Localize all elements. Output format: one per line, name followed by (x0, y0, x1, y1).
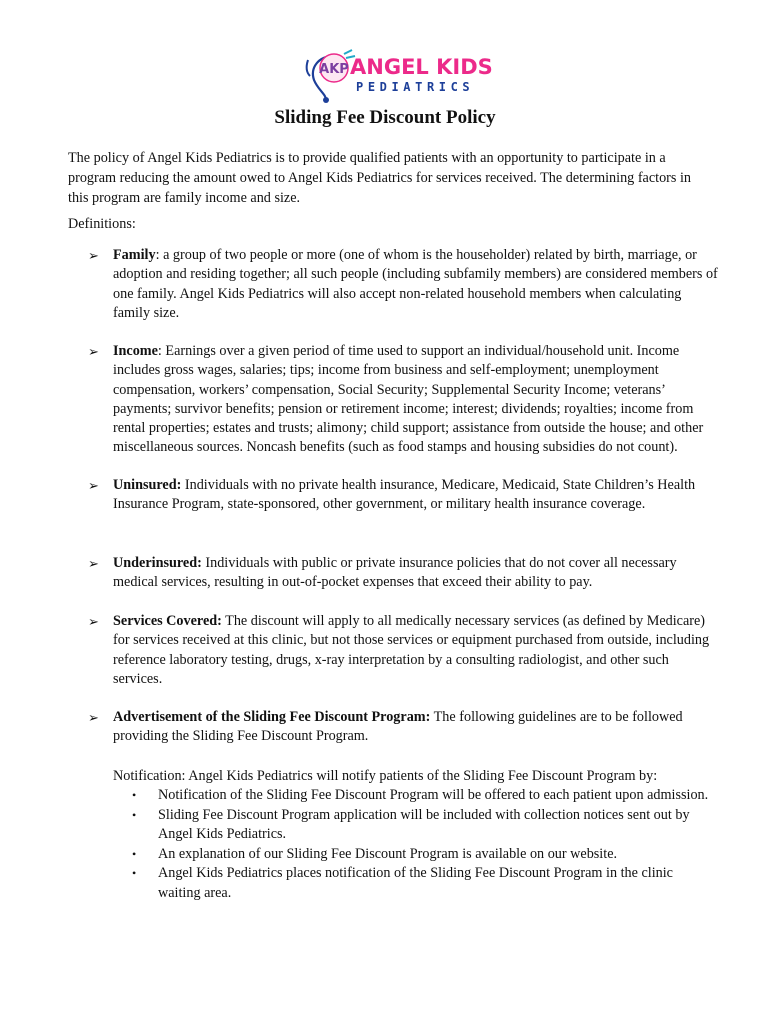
bullet-icon: • (132, 866, 137, 881)
definition-text: a group of two people or more (one of whom is the householder) related by birth, marriage, or adoption and residing together; all such people (including subfamily members) are considered members of one family. Angel Kids Pediatrics will also accept non-related household members when calculating family size. (113, 247, 718, 321)
list-item-text: Angel Kids Pediatrics places notification of the Sliding Fee Discount Program in the clinic waiting area. (158, 865, 673, 901)
arrow-bullet-icon: ➢ (88, 556, 99, 571)
definition-text: Individuals with no private health insurance, Medicare, Medicaid, State Children’s Health Insurance Program, state-sponsored, other government, or military health insurance coverage. (113, 477, 696, 513)
bullet-icon: • (132, 846, 137, 861)
definition-separator: : (155, 247, 164, 263)
definition-term: Advertisement of the Sliding Fee Discount Program: (113, 709, 431, 725)
arrow-bullet-icon: ➢ (88, 478, 99, 493)
definition-term: Uninsured: (113, 477, 182, 493)
arrow-bullet-icon: ➢ (88, 344, 99, 359)
definition-text: The following guidelines are to be followed providing the Sliding Fee Discount Program. (113, 709, 683, 745)
notification-intro: Notification: Angel Kids Pediatrics will notify patients of the Sliding Fee Discount Program by: (113, 768, 658, 784)
list-item (132, 806, 718, 845)
intro-paragraph: The policy of Angel Kids Pediatrics is to provide qualified patients with an opportunity to participate in a program reducing the amount owed to Angel Kids Pediatrics for services received. The determining factors in this program are family income and size. (68, 150, 692, 206)
definitions-label: Definitions: (68, 216, 136, 232)
definition-uninsured (88, 476, 718, 515)
list-item (132, 786, 718, 806)
definition-term: Family (113, 247, 156, 263)
definition-term: Underinsured: (113, 555, 202, 571)
arrow-bullet-icon: ➢ (88, 710, 99, 725)
definition-term: Income (113, 343, 158, 359)
arrow-bullet-icon: ➢ (88, 248, 99, 263)
logo-brand-line1: ANGEL KIDS (350, 55, 493, 79)
definition-term: Services Covered: (113, 613, 222, 629)
list-item-text: An explanation of our Sliding Fee Discount Program is available on our website. (158, 845, 618, 862)
logo-graphic (304, 44, 493, 104)
definition-family (88, 246, 718, 323)
list-item (132, 864, 718, 903)
page-title: Sliding Fee Discount Policy (274, 107, 496, 128)
definition-separator: : (157, 343, 166, 359)
definition-underinsured (88, 554, 718, 593)
logo-monogram: AKP (319, 62, 349, 77)
definition-text: Earnings over a given period of time used to support an individual/household unit. Income includes gross wages, salaries; tips; income from business and self-employment; unemployment compensation, workers’ compensation, Social Security; Supplemental Security Income; veterans’ payments; survivor benefits; pension or retirement income; interest; dividends; royalties; income from rental properties; estates and trusts; alimony; child support; assistance from outside the house; and other miscellaneous sources. Noncash benefits (such as food stamps and housing subsidies do not count). (113, 343, 704, 456)
list-item-text: Sliding Fee Discount Program application will be included with collection notices sent out by Angel Kids Pediatrics. (158, 806, 690, 843)
definition-services-covered (88, 612, 718, 689)
angel-kids-pediatrics-logo (304, 44, 493, 104)
bullet-icon: • (132, 788, 137, 802)
definition-income (88, 342, 718, 458)
bullet-icon: • (132, 807, 137, 822)
definition-advertisement (88, 708, 718, 747)
list-item-text: Notification of the Sliding Fee Discount Program will be offered to each patient upon admission. (158, 787, 709, 803)
arrow-bullet-icon: ➢ (88, 614, 99, 629)
list-item (132, 845, 718, 865)
definition-text: Individuals with public or private insurance policies that do not cover all necessary medical services, resulting in out-of-pocket expenses that exceed their ability to pay. (113, 555, 677, 591)
definition-text: The discount will apply to all medically necessary services (as defined by Medicare) for services received at this clinic, but not those services or equipment purchased from outside, including reference laboratory testing, drugs, x-ray interpretation by a consulting radiologist, and other such services. (113, 613, 710, 687)
logo-brand-line2: PEDIATRICS (356, 80, 475, 94)
notification-list (132, 786, 718, 904)
